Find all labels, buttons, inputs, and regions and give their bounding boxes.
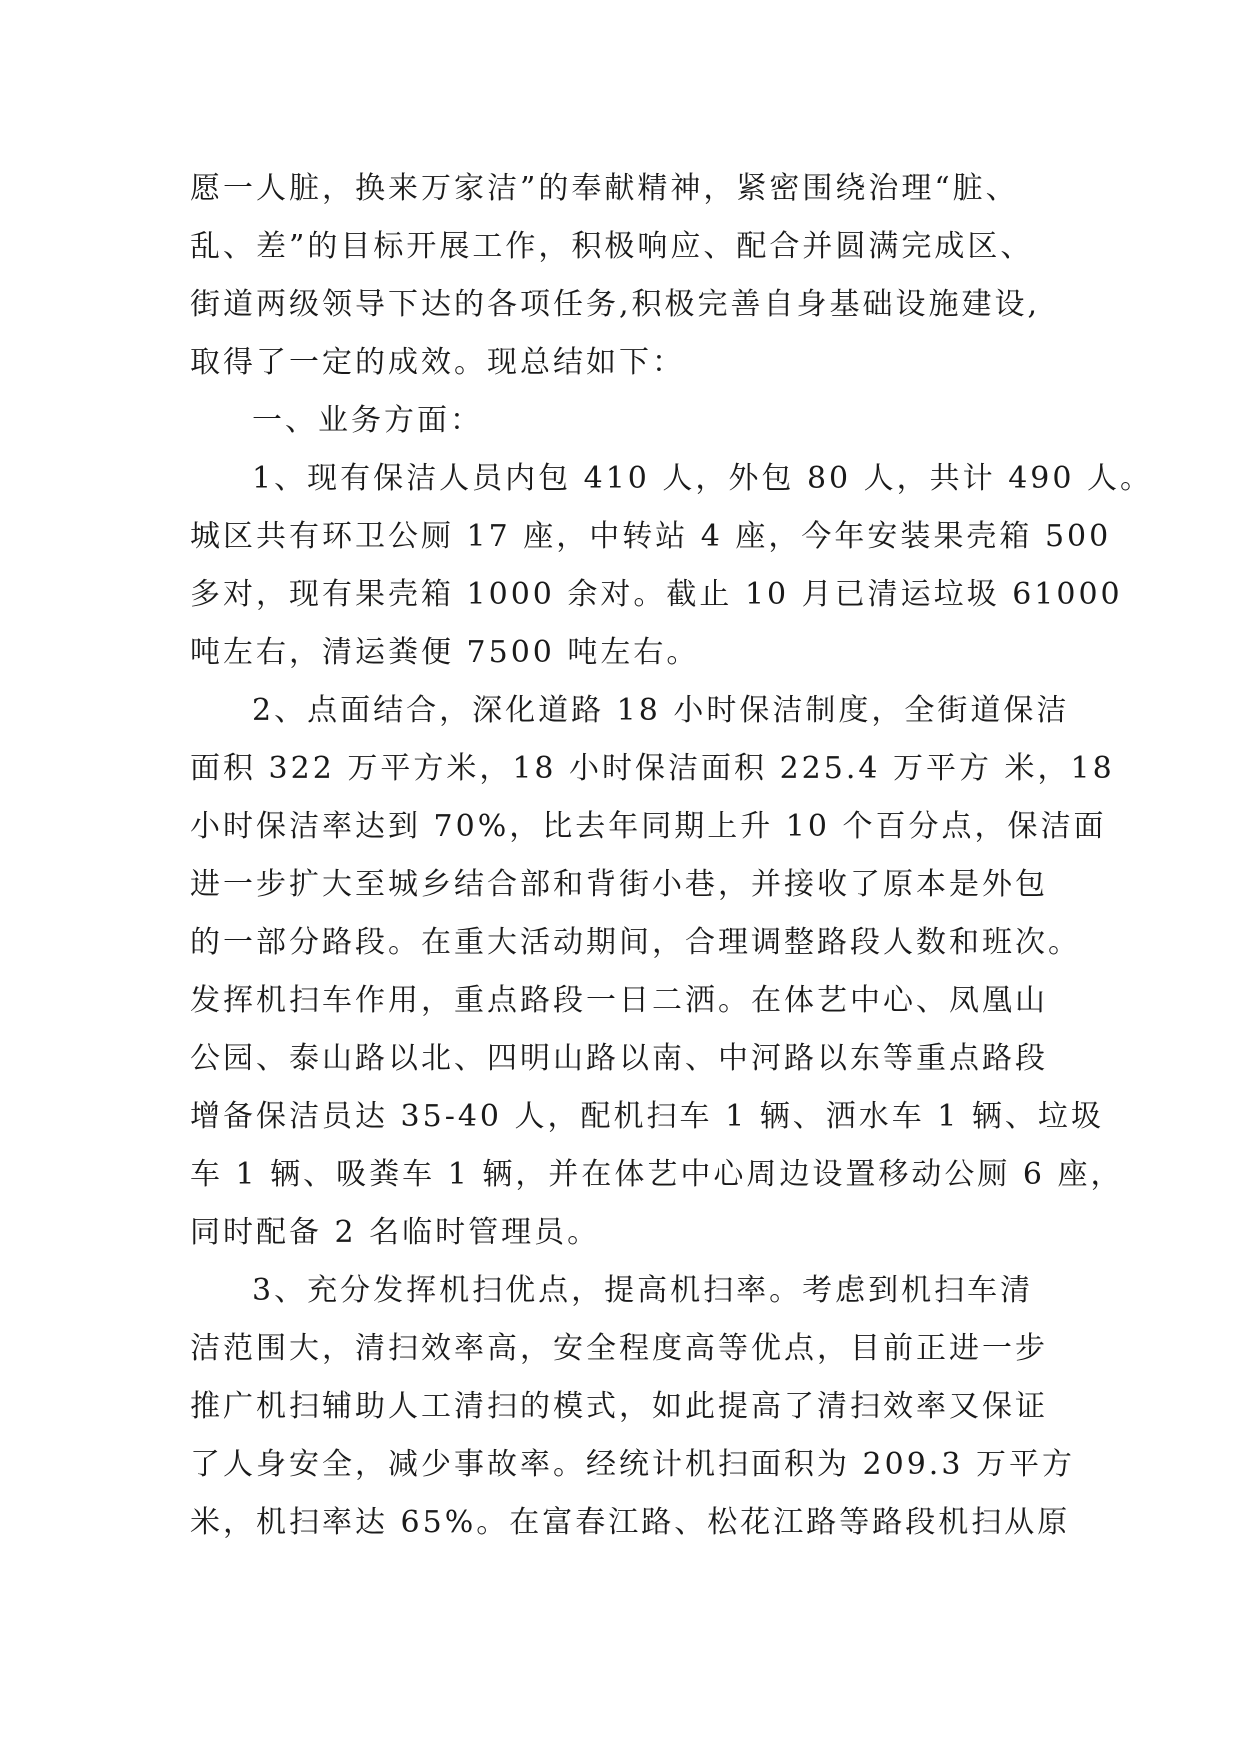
text-line: 面积 322 万平方米，18 小时保洁面积 225.4 万平方 米，18 bbox=[190, 751, 1115, 786]
text-line: 了人身安全，减少事故率。经统计机扫面积为 209.3 万平方 bbox=[190, 1447, 1075, 1482]
text-line: 进一步扩大至城乡结合部和背街小巷，并接收了原本是外包 bbox=[190, 867, 1048, 902]
text-line: 取得了一定的成效。现总结如下： bbox=[190, 345, 685, 380]
text-line: 多对，现有果壳箱 1000 余对。截止 10 月已清运垃圾 61000 bbox=[190, 577, 1123, 612]
text-line: 车 1 辆、吸粪车 1 辆，并在体艺中心周边设置移动公厕 6 座， bbox=[190, 1157, 1124, 1192]
text-line: 1、现有保洁人员内包 410 人，外包 80 人，共计 490 人。 bbox=[252, 461, 1153, 496]
item1-paragraph bbox=[190, 450, 1153, 682]
intro-paragraph bbox=[190, 160, 1090, 392]
text-line: 2、点面结合，深化道路 18 小时保洁制度，全街道保洁 bbox=[252, 693, 1070, 728]
text-line: 城区共有环卫公厕 17 座，中转站 4 座，今年安装果壳箱 500 bbox=[190, 519, 1112, 554]
item2-paragraph bbox=[190, 682, 1124, 1262]
text-line: 的一部分路段。在重大活动期间，合理调整路段人数和班次。 bbox=[190, 925, 1081, 960]
document-body bbox=[190, 160, 1153, 1552]
text-line: 3、充分发挥机扫优点，提高机扫率。考虑到机扫车清 bbox=[252, 1273, 1034, 1308]
section-heading-paragraph bbox=[190, 392, 1090, 450]
item3-paragraph bbox=[190, 1262, 1090, 1552]
text-line: 推广机扫辅助人工清扫的模式，如此提高了清扫效率又保证 bbox=[190, 1389, 1048, 1424]
text-line: 小时保洁率达到 70%，比去年同期上升 10 个百分点，保洁面 bbox=[190, 809, 1107, 844]
text-line: 同时配备 2 名临时管理员。 bbox=[190, 1215, 601, 1250]
text-line: 乱、差”的目标开展工作，积极响应、配合并圆满完成区、 bbox=[190, 229, 1034, 264]
text-line: 公园、泰山路以北、四明山路以南、中河路以东等重点路段 bbox=[190, 1041, 1048, 1076]
text-line: 增备保洁员达 35-40 人，配机扫车 1 辆、洒水车 1 辆、垃圾 bbox=[190, 1099, 1104, 1134]
text-line: 洁范围大，清扫效率高，安全程度高等优点，目前正进一步 bbox=[190, 1331, 1048, 1366]
text-line: 吨左右，清运粪便 7500 吨左右。 bbox=[190, 635, 700, 670]
text-line: 米，机扫率达 65%。在富春江路、松花江路等路段机扫从原 bbox=[190, 1505, 1071, 1540]
text-line: 街道两级领导下达的各项任务,积极完善自身基础设施建设, bbox=[190, 287, 1041, 322]
section-heading: 一、业务方面： bbox=[252, 403, 483, 438]
text-line: 发挥机扫车作用，重点路段一日二洒。在体艺中心、凤凰山 bbox=[190, 983, 1048, 1018]
text-line: 愿一人脏，换来万家洁”的奉献精神，紧密围绕治理“脏、 bbox=[190, 171, 1019, 206]
